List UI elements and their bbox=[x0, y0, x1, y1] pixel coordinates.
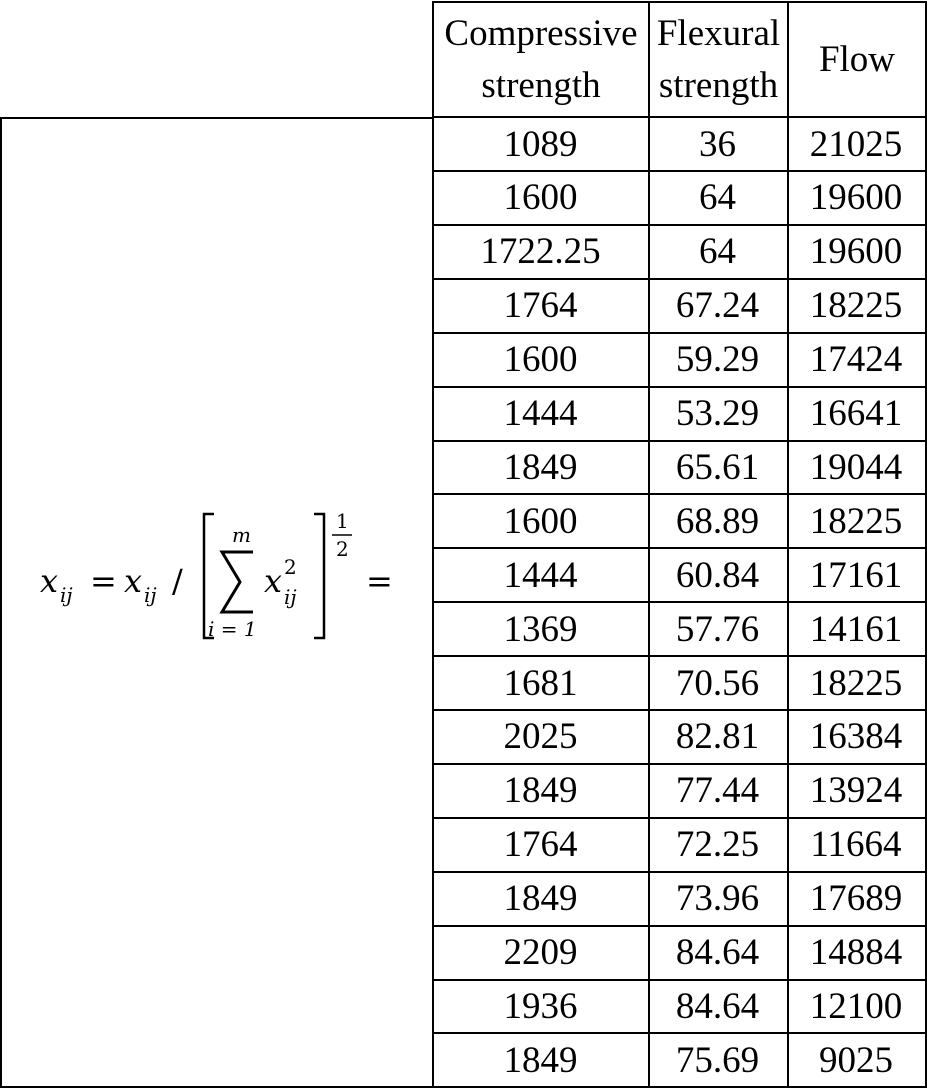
cell-flow: 11664 bbox=[787, 819, 927, 873]
cell-flexural-strength: 36 bbox=[648, 118, 789, 172]
cell-flexural-strength: 53.29 bbox=[648, 388, 789, 442]
exponent-numerator: 1 bbox=[336, 509, 349, 533]
formula-term-sup: 2 bbox=[284, 555, 297, 579]
cell-compressive-strength: 1444 bbox=[433, 549, 650, 603]
cell-compressive-strength: 1089 bbox=[433, 118, 650, 172]
cell-flow: 19600 bbox=[787, 172, 927, 226]
table-row bbox=[433, 118, 927, 172]
cell-flexural-strength: 70.56 bbox=[648, 657, 789, 711]
cell-flexural-strength: 64 bbox=[648, 226, 789, 280]
cell-compressive-strength: 1849 bbox=[433, 873, 650, 927]
table-row bbox=[433, 495, 927, 549]
cell-flexural-strength: 59.29 bbox=[648, 334, 789, 388]
cell-flexural-strength: 57.76 bbox=[648, 603, 789, 657]
cell-compressive-strength: 2025 bbox=[433, 711, 650, 765]
cell-compressive-strength: 1600 bbox=[433, 334, 650, 388]
cell-flow: 18225 bbox=[787, 657, 927, 711]
table-row bbox=[433, 280, 927, 334]
formula-term-x: x bbox=[264, 562, 283, 600]
cell-flexural-strength: 84.64 bbox=[648, 980, 789, 1034]
cell-compressive-strength: 1369 bbox=[433, 603, 650, 657]
cell-flow: 17424 bbox=[787, 334, 927, 388]
cell-compressive-strength: 1722.25 bbox=[433, 226, 650, 280]
right-bracket bbox=[314, 514, 324, 638]
cell-flow: 14161 bbox=[787, 603, 927, 657]
header-flexural-strength bbox=[648, 1, 789, 118]
cell-flow: 19600 bbox=[787, 226, 927, 280]
cell-flow: 9025 bbox=[787, 1034, 927, 1088]
table-row bbox=[433, 657, 927, 711]
table-row bbox=[433, 765, 927, 819]
cell-compressive-strength: 1849 bbox=[433, 765, 650, 819]
cell-flow: 17161 bbox=[787, 549, 927, 603]
header-flexural-line2: strength bbox=[658, 64, 779, 106]
cell-flexural-strength: 64 bbox=[648, 172, 789, 226]
cell-compressive-strength: 2209 bbox=[433, 927, 650, 981]
sum-lower-limit: i = 1 bbox=[208, 617, 257, 641]
cell-flow: 16641 bbox=[787, 388, 927, 442]
header-flow-label: Flow bbox=[818, 38, 896, 80]
formula-trailing-equals: = bbox=[366, 562, 393, 600]
cell-flexural-strength: 82.81 bbox=[648, 711, 789, 765]
cell-flexural-strength: 77.44 bbox=[648, 765, 789, 819]
cell-compressive-strength: 1444 bbox=[433, 388, 650, 442]
formula-slash: / bbox=[172, 562, 183, 600]
table-row bbox=[433, 980, 927, 1034]
cell-compressive-strength: 1600 bbox=[433, 495, 650, 549]
formula-lhs-sub: ij bbox=[60, 583, 73, 607]
cell-flexural-strength: 72.25 bbox=[648, 819, 789, 873]
table-row bbox=[433, 819, 927, 873]
cell-compressive-strength: 1764 bbox=[433, 280, 650, 334]
cell-flexural-strength: 73.96 bbox=[648, 873, 789, 927]
cell-flow: 14884 bbox=[787, 927, 927, 981]
cell-compressive-strength: 1936 bbox=[433, 980, 650, 1034]
cell-compressive-strength: 1849 bbox=[433, 1034, 650, 1088]
cell-flexural-strength: 65.61 bbox=[648, 441, 789, 495]
exponent-denominator: 2 bbox=[336, 537, 349, 561]
table-row bbox=[433, 873, 927, 927]
cell-flexural-strength: 67.24 bbox=[648, 280, 789, 334]
sum-upper-limit: m bbox=[232, 523, 251, 547]
table-row bbox=[433, 603, 927, 657]
normalization-formula bbox=[32, 504, 422, 654]
sigma-icon bbox=[222, 552, 253, 612]
cell-flow: 16384 bbox=[787, 711, 927, 765]
table-row bbox=[433, 388, 927, 442]
cell-flow: 13924 bbox=[787, 765, 927, 819]
table-row bbox=[433, 441, 927, 495]
cell-flexural-strength: 75.69 bbox=[648, 1034, 789, 1088]
cell-flow: 18225 bbox=[787, 280, 927, 334]
table-row bbox=[433, 172, 927, 226]
formula-cell bbox=[0, 117, 434, 1088]
header-compressive-line1: Compressive bbox=[444, 12, 638, 54]
cell-flow: 17689 bbox=[787, 873, 927, 927]
header-compressive-line2: strength bbox=[481, 64, 601, 106]
cell-flow: 19044 bbox=[787, 441, 927, 495]
cell-compressive-strength: 1764 bbox=[433, 819, 650, 873]
cell-flow: 12100 bbox=[787, 980, 927, 1034]
cell-compressive-strength: 1600 bbox=[433, 172, 650, 226]
header-flow bbox=[787, 1, 927, 118]
cell-compressive-strength: 1681 bbox=[433, 657, 650, 711]
formula-lhs-x: x bbox=[40, 562, 59, 600]
cell-flexural-strength: 68.89 bbox=[648, 495, 789, 549]
cell-flow: 21025 bbox=[787, 118, 927, 172]
cell-flexural-strength: 60.84 bbox=[648, 549, 789, 603]
header-flexural-line1: Flexural bbox=[656, 12, 781, 54]
table-row bbox=[433, 927, 927, 981]
formula-equals: = bbox=[90, 562, 117, 600]
header-compressive-strength bbox=[432, 1, 650, 118]
cell-flow: 18225 bbox=[787, 495, 927, 549]
formula-term-sub: ij bbox=[284, 585, 297, 609]
table-row bbox=[433, 334, 927, 388]
formula-rhs-sub: ij bbox=[144, 583, 157, 607]
table-row bbox=[433, 711, 927, 765]
formula-rhs-x: x bbox=[124, 562, 143, 600]
table-row bbox=[433, 226, 927, 280]
cell-compressive-strength: 1849 bbox=[433, 441, 650, 495]
table-row bbox=[433, 549, 927, 603]
table-row bbox=[433, 1034, 927, 1088]
cell-flexural-strength: 84.64 bbox=[648, 927, 789, 981]
